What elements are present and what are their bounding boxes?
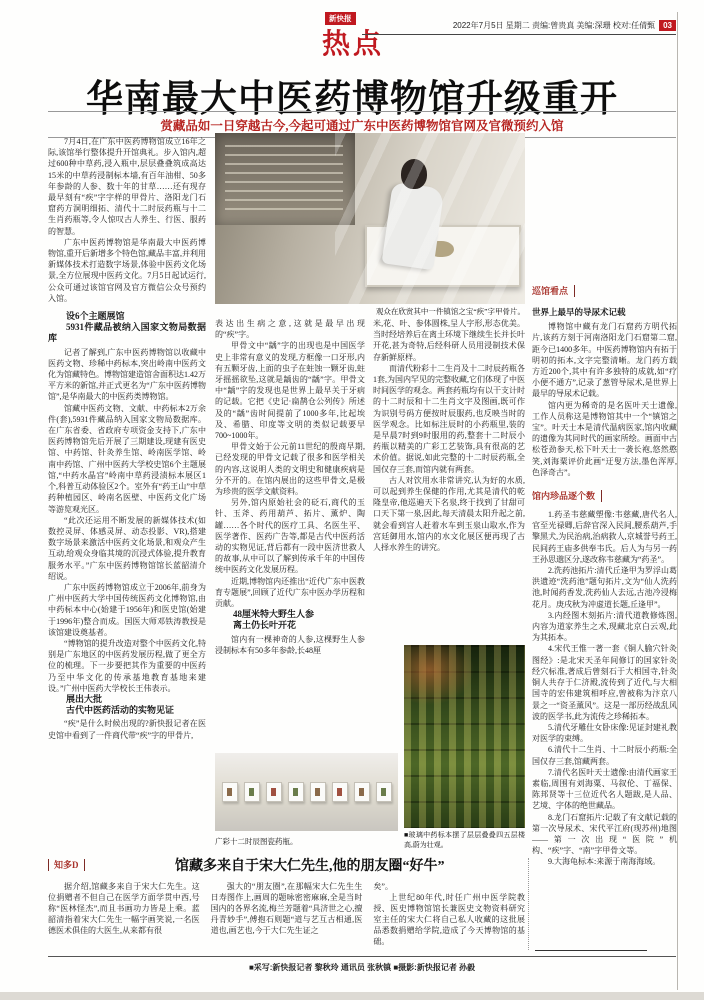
main-photo xyxy=(215,133,525,304)
paragraph: 米,花、叶、参体圆株,呈人字形,形态优美。当时经培养后在离土环境下继续生长并长叶开花,甚为奇特,后经科研人员用浸制技术保存新鲜原样。 xyxy=(373,319,525,362)
paragraph: 另外,馆内原始社会的砭石,商代的玉针、玉斧、药用葫芦、拓片、薰炉、陶罐……各个时代的医疗工具、名医生平、医学著作、医药广告等,都是古代中医药活动的实物见证,背后都有一段中医济世救人的故事,从中可以了解到传承千年的中国传统中医药文化发展历程。 xyxy=(215,498,365,575)
know-more-headline: 馆藏多来自于宋大仁先生,他的朋友圈“好牛” xyxy=(175,859,445,874)
paragraph: 强大的“朋友圈”,在那幅宋大仁先生生日寿图作上,画周的题咏密密麻麻,全是当时国内的各界名流,梅兰芳题着“具济世之心,擅丹青妙手”,傅抱石则题“道与艺互古相通,医道也,画艺也,今于大仁先生证之 xyxy=(210,882,363,935)
treasure-item: 1.药圣韦慈藏塑像:韦慈藏,唐代名人,官至光禄卿,后辞官深入民间,腰系葫芦,手擎黑犬,为民治病,治病救人,京城誉号药王,民间药王庙多供奉韦氏。后人为与另一药王孙思邈区分,遂改称韦慈藏为“药圣”。 xyxy=(532,510,677,564)
paragraph: 馆内有一棵神奇的人参,这棵野生人参浸制标本有50多年参龄,长48厘 xyxy=(215,634,365,655)
specimen-cube xyxy=(310,782,326,802)
sidebar-highlights xyxy=(532,285,677,948)
light-glow xyxy=(404,645,474,705)
treasure-item: 9.大海龟标本:来源于南海海域。 xyxy=(548,857,661,867)
paragraph: 馆内更为稀奇的是名医叶天士遗像,工作人员称这是博物馆其中一个“镇馆之宝”。叶天士本是清代温病医家,馆内收藏的遗像为其同时代的画家所绘。画面中古松苍劲参天,松下叶天士一袭长袍,悠然憨笑,刘海粟评价此画“迂叟方法,墨色浑厚,色泽奇古”。 xyxy=(532,400,677,477)
know-more-col2 xyxy=(211,881,363,959)
panel-text-lines xyxy=(225,145,343,211)
paragraph: 而清代粉彩十二生肖及十二时辰药瓶各1套,为国内罕见的完整收藏,它们体现了中医时间医学的观念。两套药瓶均有以干支计时的十二时辰和十二生肖文字及图画,既可作为识别号码方便按时辰服药,也反映当时的医学观念。比如标注辰时的小药瓶里,装的是早晨7时到9时服用的药,整套十二时辰小药瓶以精美的广彩工艺装饰,具有很高的艺术价值。据说,如此完整的十二时辰药瓶,全国仅存三套,而馆内就有两套。 xyxy=(373,363,525,474)
section-subhead: 古代中医药活动的实物见证 xyxy=(66,705,175,716)
paragraph: 博物馆中藏有龙门石窟药方明代拓片,该药方刻于河南洛阳龙门石窟第二窟,距今已1400多年。中医药博物馆内有拓于明初的拓本,文字完整清晰。龙门药方载方近200个,其中有许多独特的成就,如“疗小便不通方”,记录了葱管导尿术,是世界上最早的导尿术记载。 xyxy=(532,322,677,399)
main-headline: 华南最大中医药博物馆升级重开 xyxy=(86,79,618,120)
specimen-cube xyxy=(222,782,238,802)
section-divider xyxy=(528,858,529,950)
paragraph: 甲骨文始于公元前11世纪的殷商早期,已经发现的甲骨文记载了很多和医学相关的内容,这说明人类的文明史和健康疾病是分不开的。在馆内展出的这些甲骨文,是极为珍贵的医学文献资料。 xyxy=(215,442,365,497)
specimen-cube xyxy=(354,782,370,802)
article-column-left xyxy=(48,136,206,848)
paragraph: 近期,博物馆内还推出“近代广东中医教育专题展”,回顾了近代广东中医办学历程和贡献。 xyxy=(215,576,365,609)
treasure-item: 4.宋代王惟一著一套《铜人腧穴针灸图经》:是北宋天圣年间修订的国家针灸经穴标准,著成后曾刻石于大相国寺,针灸铜人共存于仁济殿,流传到了近代,与大相国寺的宏伟建筑相呼应,曾被称为汴京八景之一“资圣薰风”。这是一部历经战乱风波的医学书,此为流传之珍稀拓本。 xyxy=(532,644,677,721)
paragraph: 馆藏中医药文物、文献、中药标本2万余件(套),5931件藏品纳入国家文物局数据库。在广东省委、省政府专项资金支持下,广东中医药博物馆先后开展了三期建设,现建有医史馆、中药馆、针灸养生馆、岭南医学馆、岭南中药馆、广州中医药大学校史馆6个主题展馆,“中药水晶宫”岭南中草药浸渍标本展区1个,科普互动体验区2个。室外有“药王山”中草药种植园区、岭南名医壁、中医药文化广场等游览观光区。 xyxy=(48,403,206,514)
article-column-middle xyxy=(215,318,365,748)
paragraph: 上世纪80年代,时任广州中医学院教授、医史博物馆馆长兼医史文物资料研究室主任的宋大仁将自己私人收藏的这批展品悉数捐赠给学院,造成了今天博物馆的基础。 xyxy=(373,893,525,946)
treasure-item: 5.清代牙雕仕女卧床像:见证封建礼教对医学的束缚。 xyxy=(532,722,677,744)
masthead-rule xyxy=(362,34,676,35)
photo-caption: 观众在欣赏其中一件镇馆之宝“疾”字甲骨片。 xyxy=(375,307,525,316)
treasure-item: 7.清代名医叶天士遗像:由清代画家王素临,周围有刘海粟、马叙伦、丁福保、陈邦贤等十三位近代名人题跋,是人品、艺境、字体的绝世藏品。 xyxy=(532,767,677,811)
paragraph: 7月4日,在广东中医药博物馆成立16年之际,该馆举行整体提升开馆典礼。步入馆内,超过600种中草药,浸入瓶中,层层叠叠筑成高达15米的中草药浸制标本墙,有百年油柑、50多年参龄的人参、数十年的甘草……还有现存最早刻有“疾”字字样的甲骨片、洛阳龙门石窟药方洞明细拓、清代十二时辰药瓶与十二生肖药瓶等,令人惊叹古人养生、行医、服药的智慧。 xyxy=(48,137,206,236)
paragraph: 表达出生病之意,这就是最早出现的“疾”字。 xyxy=(215,319,365,340)
paragraph: 据介绍,馆藏多来自于宋大仁先生。这位捐赠者不但自己在医学方面学贯中西,号称“医林怪杰”,而且书画功力皆是上乘。蓝韶清指着宋大仁先生一幅字画笑说,一名医德医术俱佳的大医生,从来都有很 xyxy=(48,882,200,935)
treasure-item: 2.洗药池拓片:清代丘逢甲为罗浮山葛洪遗迹“洗药池”题句拓片,文为“仙人洗药池,时闻药香发,洗药仙人去远,古池冷浸梅花月。庚戌秋为冲虚道长题,丘逢甲”。 xyxy=(532,566,677,609)
sidebar-subhead: 世界上最早的导尿术记载 xyxy=(532,307,626,317)
article-column-right xyxy=(373,318,525,642)
page-bottom-edge xyxy=(0,992,704,1000)
sidebar-label-tour: 巡馆看点 xyxy=(532,285,575,297)
paragraph: 广东中医药博物馆成立于2006年,前身为广州中医药大学中国传统医药文化博物馆,由中药标本中心(始建于1956年)和医史馆(始建于1996年)整合而成。国医大师邓铁涛教授是该馆建设奠基者。 xyxy=(48,582,206,637)
page-number-badge: 03 xyxy=(659,20,676,31)
specimen-cube xyxy=(332,782,348,802)
section-subhead: 5931件藏品被纳入国家文物局数据库 xyxy=(48,322,206,344)
footer-rule xyxy=(48,956,676,957)
footer-credits: ■采写:新快报记者 黎秋玲 通讯员 张秋镇 ■摄影:新快报记者 孙毅 xyxy=(248,963,476,972)
paragraph: 记者了解到,广东中医药博物馆以收藏中医药文物、珍稀中药标本,突出岭南中医药文化为馆藏特色。博物馆建造馆舍面积达1.42万平方米的新馆,并正式更名为“广东中医药博物馆”,是华南最大的中医药类博物馆。 xyxy=(48,347,206,402)
photo-caption: ■玻璃中药标本摆了层层叠叠四五层楼高,蔚为壮观。 xyxy=(404,831,525,849)
page-right-rule xyxy=(677,12,678,990)
paragraph: “疾”是什么时候出现的?新快报记者在医史馆中看到了一件商代带“疾”字的甲骨片, xyxy=(48,719,206,740)
know-more-col3 xyxy=(373,881,525,959)
specimen-cube xyxy=(288,782,304,802)
know-more-col1 xyxy=(48,881,200,959)
treasure-item: 3.内经图木刻拓片:清代道教修炼图,内容为道家养生之术,现藏北京白云观,此为其拓本。 xyxy=(532,610,677,643)
specimen-cube xyxy=(266,782,282,802)
glass-reflection xyxy=(335,133,525,304)
specimen-cube xyxy=(244,782,260,802)
section-subhead: 设6个主题展馆 xyxy=(66,311,125,322)
section-subhead: 离土仍长叶开花 xyxy=(233,620,297,631)
know-more-section xyxy=(48,855,525,959)
treasure-item: 6.清代十二生肖、十二时辰小药瓶:全国仅存三套,馆藏两套。 xyxy=(532,745,677,766)
treasure-item: 8.龙门石窟拓片:记载了有文献记载的第一次导尿术、宋代平江府(现苏州)地图——第一次出现“医院”机构、“疾”字、“南”字甲骨文等。 xyxy=(532,812,677,856)
know-more-badge: 知多D xyxy=(48,859,85,871)
paper-logo-badge: 新快报 xyxy=(325,12,356,25)
photo-caption: 广彩十二时辰图瓷药瓶。 xyxy=(215,837,298,846)
section-subhead: 48厘米特大野生人参 xyxy=(233,609,315,620)
paragraph: “博物馆的提升改造对整个中医药文化,特别是广东地区的中医药发展历程,做了更全方位的梳理。下一步要把其作为重要的中医药乃至中华文化的传承基地教育基地来建设。”广州中医药大学校长王伟表示。 xyxy=(48,638,206,693)
paragraph: 甲骨文中“龋”字的出现也是中国医学史上非常有意义的发现,方框像一口牙形,内有五颗牙齿,上面的虫子在蛀蚀一颗牙齿,蛀牙摇摇欲坠,这就是龋齿的“龋”字。甲骨文中“龋”字的发现也是世界上最早关于牙病的记载。它把《史记·扁鹊仓公列传》所述及的“龋”齿时间提前了1000多年,比起埃及、希腊、印度等文明的类似记载要早700~1000年。 xyxy=(215,341,365,441)
sidebar-bottom-rule xyxy=(535,950,647,951)
dateline-row xyxy=(330,20,676,31)
paragraph: “此次还运用不断发展的新媒体技术(如数控灵屏、体感灵屏、动态投影、VR),搭建数字场景来激活中医药文化场景,和观众产生互动,给观众身临其境的沉浸式体验,提升教育服务水平。”广东中医药博物馆馆长蓝韶清介绍说。 xyxy=(48,515,206,581)
section-title: 热点 xyxy=(322,28,385,59)
specimen-cube xyxy=(376,782,392,802)
paragraph: 古人对饮用水非常讲究,认为好的水质,可以起到养生保健的作用,尤其是清代的乾隆皇帝,他巡遍天下名泉,终于找到了甘甜可口天下第一泉,因此,每天清晨太阳升起之前,就会看到宫人赶着水车到玉泉山取水,作为宫廷御用水,馆内的水文化展区便再现了古人择水养生的讲究。 xyxy=(373,475,525,553)
headline-subtitle: 赏藏品如一日穿越古今,今起可通过广东中医药博物馆官网及官微预约入馆 xyxy=(48,111,676,138)
sidebar-label-treasures: 馆内珍品逐个数 xyxy=(532,490,602,502)
paragraph: 矣”。 xyxy=(373,882,393,891)
paragraph: 广东中医药博物馆是华南最大中医药博物馆,重开后新增多个特色馆,藏品丰富,并利用新媒体技术打造数字场景,体验中医药文化场景,全方位展现中医药文化。7月5日起试运行,公众可通过该馆官网及官方微信公众号预约入馆。 xyxy=(48,237,206,303)
dateline-text: 2022年7月5日 星期二 责编:曾贵真 美编:深珊 校对:任倩甄 xyxy=(452,21,656,30)
medicine-bottles-photo xyxy=(215,753,398,831)
specimen-wall-photo xyxy=(404,645,525,828)
section-subhead: 展出大批 xyxy=(66,693,103,704)
